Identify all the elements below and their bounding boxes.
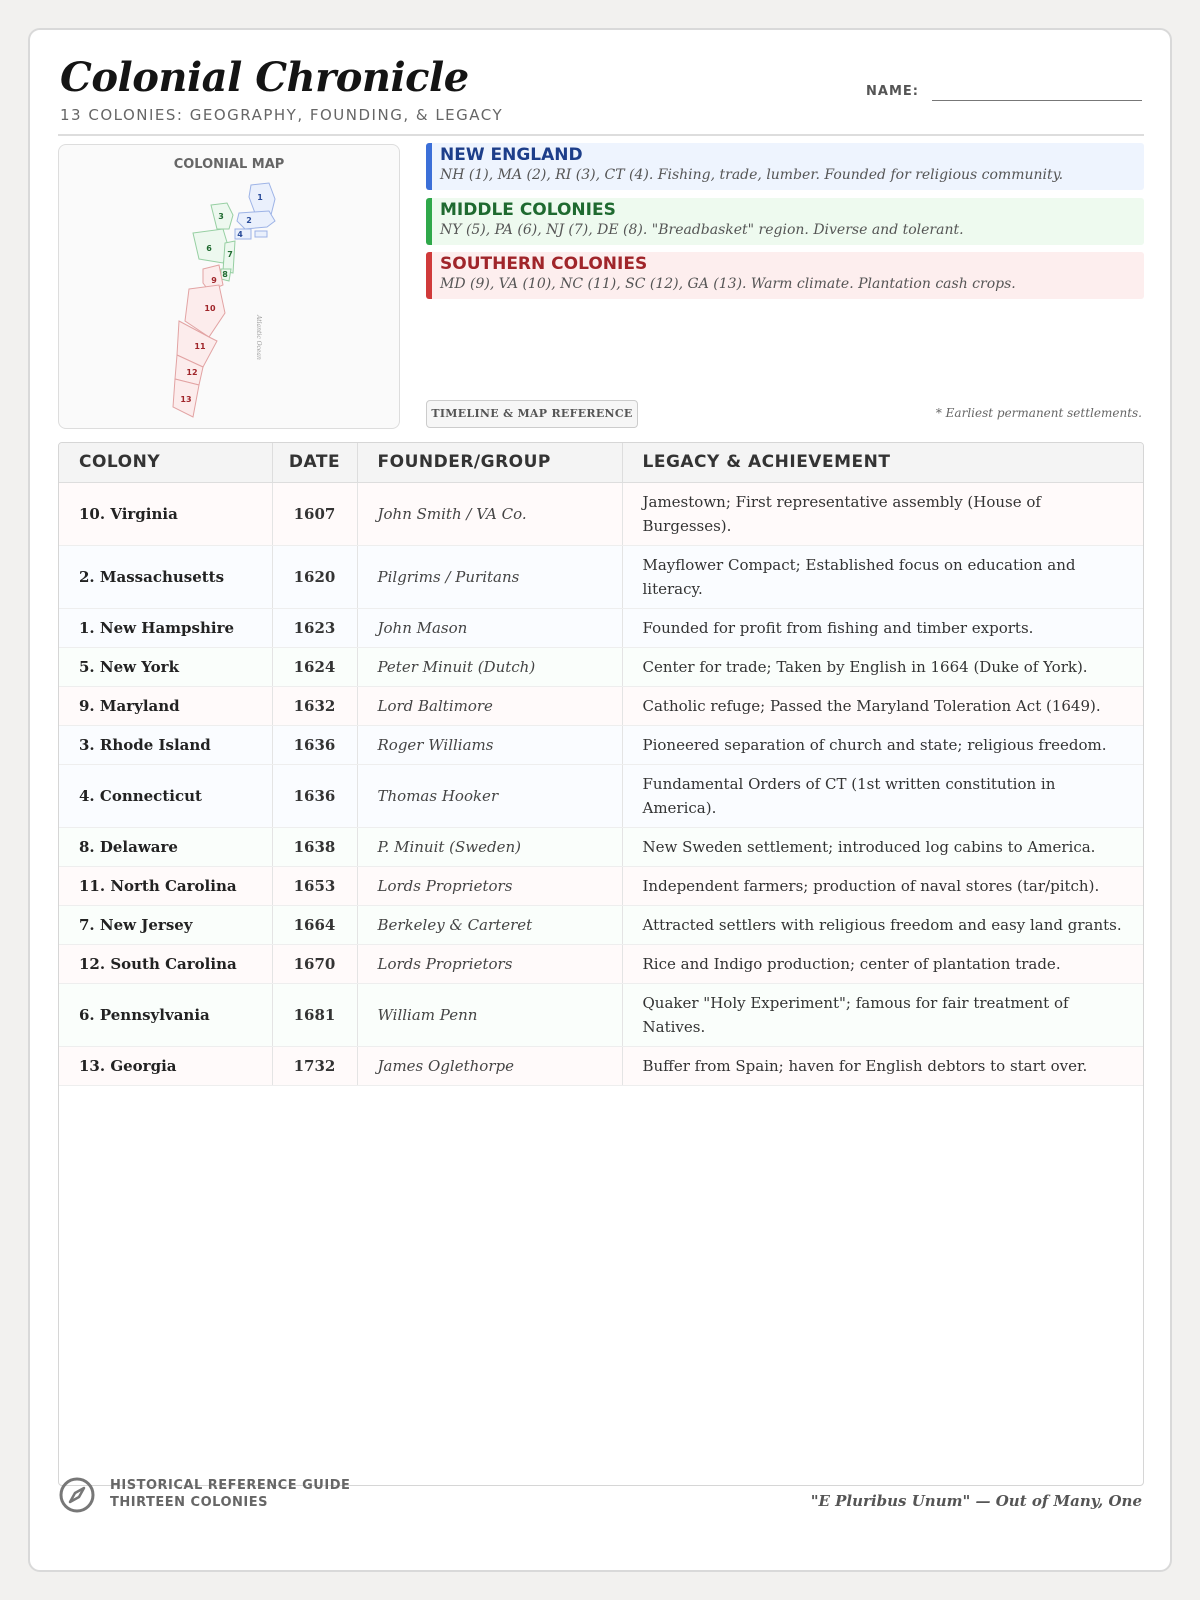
map-label-1: 1 <box>257 193 263 202</box>
colony-cell: 6. Pennsylvania <box>59 983 272 1046</box>
map-label-10: 10 <box>204 304 216 313</box>
legacy-cell: Catholic refuge; Passed the Maryland Toleration Act (1649). <box>622 686 1143 725</box>
table-row <box>59 764 1143 827</box>
region-new-england <box>426 143 1144 190</box>
col-header-founder: FOUNDER/GROUP <box>357 443 622 482</box>
map-label-9: 9 <box>211 276 217 285</box>
founder-cell: James Oglethorpe <box>357 1046 622 1085</box>
founder-cell: William Penn <box>357 983 622 1046</box>
founder-cell: Thomas Hooker <box>357 764 622 827</box>
date-cell: 1653 <box>272 866 357 905</box>
date-cell: 1732 <box>272 1046 357 1085</box>
region-desc: NH (1), MA (2), RI (3), CT (4). Fishing, trade, lumber. Founded for religious community. <box>440 167 1064 183</box>
colony-cell: 3. Rhode Island <box>59 725 272 764</box>
colony-cell: 13. Georgia <box>59 1046 272 1085</box>
table-row <box>59 545 1143 608</box>
colony-cell: 11. North Carolina <box>59 866 272 905</box>
header-divider <box>58 134 1144 136</box>
colony-cell: 9. Maryland <box>59 686 272 725</box>
map-title: COLONIAL MAP <box>173 157 285 172</box>
colony-cell: 2. Massachusetts <box>59 545 272 608</box>
date-cell: 1636 <box>272 764 357 827</box>
colony-table <box>58 442 1144 1486</box>
legacy-cell: Independent farmers; production of naval stores (tar/pitch). <box>622 866 1143 905</box>
map-label-7: 7 <box>227 250 233 259</box>
table-row <box>59 944 1143 983</box>
date-cell: 1664 <box>272 905 357 944</box>
table-row <box>59 1046 1143 1085</box>
footnote: * Earliest permanent settlements. <box>935 406 1142 420</box>
colony-cell: 7. New Jersey <box>59 905 272 944</box>
date-cell: 1624 <box>272 647 357 686</box>
map-label-8: 8 <box>222 270 228 279</box>
worksheet-page <box>28 28 1172 1572</box>
region-name: NEW ENGLAND <box>440 145 583 165</box>
compass-icon <box>58 1476 96 1514</box>
table-row <box>59 608 1143 647</box>
legacy-cell: Rice and Indigo production; center of plantation trade. <box>622 944 1143 983</box>
legacy-cell: New Sweden settlement; introduced log cabins to America. <box>622 827 1143 866</box>
date-cell: 1670 <box>272 944 357 983</box>
founder-cell: Pilgrims / Puritans <box>357 545 622 608</box>
date-cell: 1623 <box>272 608 357 647</box>
map-label-4: 4 <box>237 230 243 239</box>
page-subtitle: 13 COLONIES: GEOGRAPHY, FOUNDING, & LEGACY <box>60 106 504 124</box>
legacy-cell: Fundamental Orders of CT (1st written constitution in America). <box>622 764 1143 827</box>
page-title: Colonial Chronicle <box>60 54 469 101</box>
table-header-row <box>59 443 1143 482</box>
footer-title: HISTORICAL REFERENCE GUIDE <box>110 1478 351 1493</box>
legacy-cell: Jamestown; First representative assembly (House of Burgesses). <box>622 482 1143 545</box>
legacy-cell: Quaker "Holy Experiment"; famous for fair treatment of Natives. <box>622 983 1143 1046</box>
table-row <box>59 983 1143 1046</box>
date-cell: 1607 <box>272 482 357 545</box>
date-cell: 1632 <box>272 686 357 725</box>
region-desc: MD (9), VA (10), NC (11), SC (12), GA (13). Warm climate. Plantation cash crops. <box>440 276 1016 292</box>
map-drawing <box>59 145 401 430</box>
map-ocean-label: Atlantic Ocean <box>255 315 262 360</box>
founder-cell: Lords Proprietors <box>357 944 622 983</box>
table-row <box>59 482 1143 545</box>
col-header-colony: COLONY <box>59 443 272 482</box>
legacy-cell: Mayflower Compact; Established focus on education and literacy. <box>622 545 1143 608</box>
table-row <box>59 725 1143 764</box>
col-header-legacy: LEGACY & ACHIEVEMENT <box>622 443 1143 482</box>
map-label-2: 2 <box>246 216 252 225</box>
name-field[interactable] <box>932 100 1142 101</box>
colonial-map <box>58 144 400 429</box>
table-row <box>59 647 1143 686</box>
colony-cell: 4. Connecticut <box>59 764 272 827</box>
founder-cell: Lord Baltimore <box>357 686 622 725</box>
region-desc: NY (5), PA (6), NJ (7), DE (8). "Breadbasket" region. Diverse and tolerant. <box>440 222 964 238</box>
founder-cell: Peter Minuit (Dutch) <box>357 647 622 686</box>
colony-shape-3 <box>255 231 267 237</box>
region-middle-colonies <box>426 198 1144 245</box>
table-row <box>59 686 1143 725</box>
founder-cell: John Mason <box>357 608 622 647</box>
map-label-6: 6 <box>206 244 212 253</box>
founder-cell: Lords Proprietors <box>357 866 622 905</box>
date-cell: 1620 <box>272 545 357 608</box>
colony-cell: 12. South Carolina <box>59 944 272 983</box>
map-label-3: 3 <box>218 212 224 221</box>
timeline-map-reference-button[interactable]: TIMELINE & MAP REFERENCE <box>426 400 638 428</box>
table-row <box>59 866 1143 905</box>
colony-cell: 10. Virginia <box>59 482 272 545</box>
colony-shape-2 <box>237 211 275 229</box>
founder-cell: P. Minuit (Sweden) <box>357 827 622 866</box>
legacy-cell: Pioneered separation of church and state; religious freedom. <box>622 725 1143 764</box>
legacy-cell: Founded for profit from fishing and timber exports. <box>622 608 1143 647</box>
legacy-cell: Attracted settlers with religious freedom and easy land grants. <box>622 905 1143 944</box>
table-row <box>59 905 1143 944</box>
map-label-11: 11 <box>194 342 206 351</box>
map-label-13: 13 <box>180 395 192 404</box>
colony-cell: 8. Delaware <box>59 827 272 866</box>
region-name: MIDDLE COLONIES <box>440 200 616 220</box>
name-label: NAME: <box>866 84 919 99</box>
footer-motto: "E Pluribus Unum" — Out of Many, One <box>810 1492 1142 1510</box>
footer-subtitle: THIRTEEN COLONIES <box>110 1495 268 1510</box>
colony-cell: 1. New Hampshire <box>59 608 272 647</box>
date-cell: 1638 <box>272 827 357 866</box>
founder-cell: John Smith / VA Co. <box>357 482 622 545</box>
table-row <box>59 827 1143 866</box>
founder-cell: Roger Williams <box>357 725 622 764</box>
legacy-cell: Center for trade; Taken by English in 1664 (Duke of York). <box>622 647 1143 686</box>
region-southern-colonies <box>426 252 1144 299</box>
map-label-12: 12 <box>186 368 198 377</box>
legacy-cell: Buffer from Spain; haven for English debtors to start over. <box>622 1046 1143 1085</box>
colony-cell: 5. New York <box>59 647 272 686</box>
region-name: SOUTHERN COLONIES <box>440 254 648 274</box>
col-header-date: DATE <box>272 443 357 482</box>
founder-cell: Berkeley & Carteret <box>357 905 622 944</box>
date-cell: 1681 <box>272 983 357 1046</box>
date-cell: 1636 <box>272 725 357 764</box>
